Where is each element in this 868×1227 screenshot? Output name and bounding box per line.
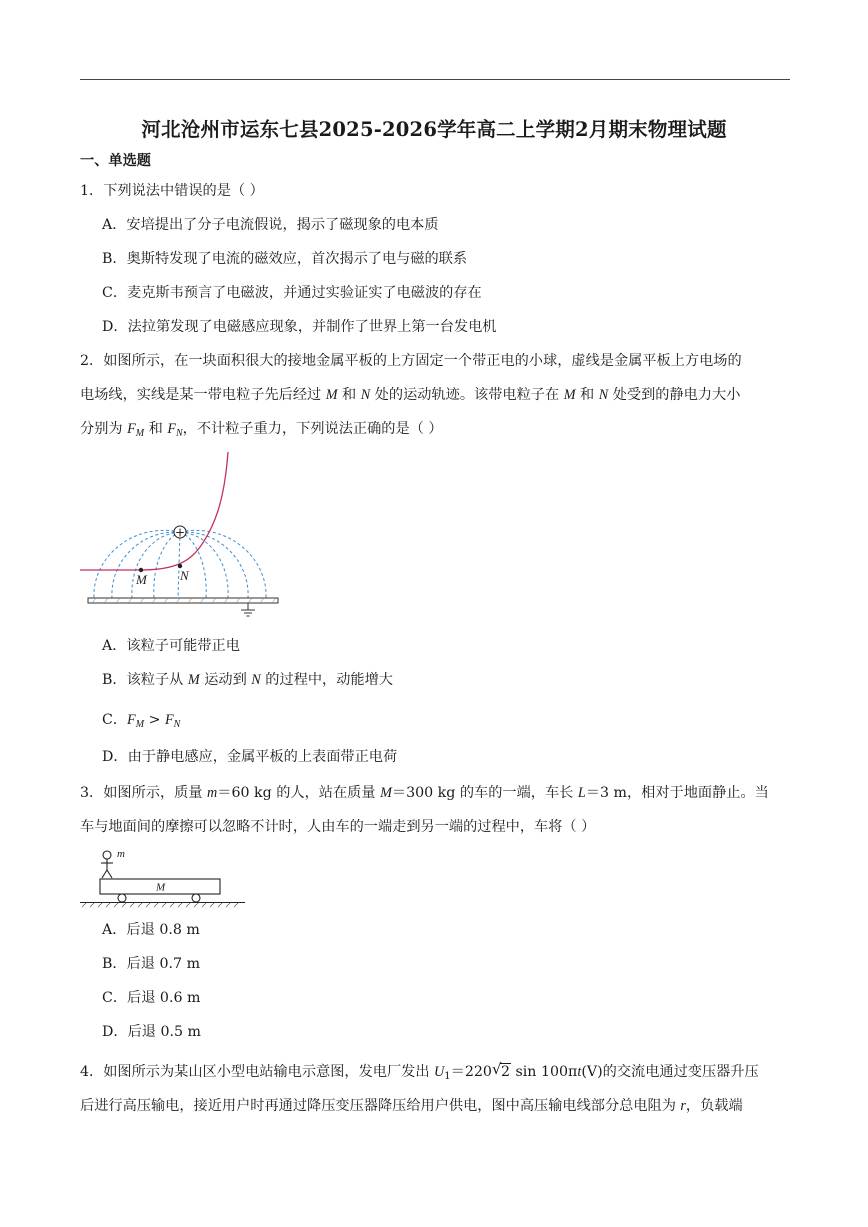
q2-option-a: A．该粒子可能带正电 — [102, 638, 240, 654]
q1-option-d: D．法拉第发现了电磁感应现象，并制作了世界上第一台发电机 — [102, 319, 497, 335]
header-rule — [80, 79, 790, 80]
ground-symbol — [241, 603, 255, 616]
q1-stem: 1．下列说法中错误的是（ ） — [80, 183, 264, 199]
q1-option-b: B．奥斯特发现了电流的磁效应，首次揭示了电与磁的联系 — [102, 251, 468, 267]
q1-option-c: C．麦克斯韦预言了电磁波，并通过实验证实了电磁波的存在 — [102, 285, 482, 301]
q3-label-m-small: m — [117, 848, 125, 860]
document-title: 河北沧州市运东七县2025-2026学年高二上学期2月期末物理试题 — [141, 118, 727, 141]
q2-label-n: N — [180, 568, 189, 583]
q2-stem-line1: 2．如图所示，在一块面积很大的接地金属平板的上方固定一个带正电的小球，虚线是金属平板上方电场的 — [80, 353, 742, 369]
q2-option-c: C．$F_M > F_N$ — [102, 712, 181, 730]
q3-option-a: A．后退 0.8 m — [102, 922, 200, 938]
q3-cart-figure — [80, 845, 250, 911]
q1-option-a: A．安培提出了分子电流假说，揭示了磁现象的电本质 — [102, 217, 439, 233]
q2-charge-label: + — [174, 525, 186, 540]
q3-option-b: B．后退 0.7 m — [102, 956, 201, 972]
q3-option-c: C．后退 0.6 m — [102, 990, 201, 1006]
q2-option-d: D．由于静电感应，金属平板的上表面带正电荷 — [102, 749, 398, 765]
section-heading: 一、单选题 — [80, 153, 151, 169]
q2-stem-line2: 电场线，实线是某一带电粒子先后经过 M 和 N 处的运动轨迹。该带电粒子在 M 和 N 处受到的静电力大小 — [80, 387, 741, 403]
sqrt-symbol: √ 2 — [491, 1060, 510, 1080]
q2-option-b: B．该粒子从 M 运动到 N 的过程中，动能增大 — [102, 672, 393, 688]
q2-field-figure — [80, 452, 280, 614]
q3-option-d: D．后退 0.5 m — [102, 1024, 201, 1040]
q3-stem-line1: 3．如图所示，质量 m＝60 kg 的人，站在质量 M＝300 kg 的车的一端，车长 L＝3 m，相对于地面静止。当 — [80, 785, 769, 801]
person-icon — [101, 851, 113, 878]
q4-stem-line1: 4．如图所示为某山区小型电站输电示意图，发电厂发出 $U_1=220$ √ 2 sin 100πt(V)的交流电通过变压器升压 — [80, 1060, 759, 1082]
q3-stem-line2: 车与地面间的摩擦可以忽略不计时，人由车的一端走到另一端的过程中，车将（ ） — [80, 819, 596, 835]
q3-label-m-large: M — [156, 881, 166, 894]
q2-stem-line3: 分别为 $F_M$ 和 $F_N$，不计粒子重力，下列说法正确的是（ ） — [80, 421, 443, 439]
q2-label-m: M — [136, 572, 147, 587]
q4-stem-line2: 后进行高压输电，接近用户时再通过降压变压器降压给用户供电，图中高压输电线部分总电阻为 r，负载端 — [80, 1098, 743, 1114]
